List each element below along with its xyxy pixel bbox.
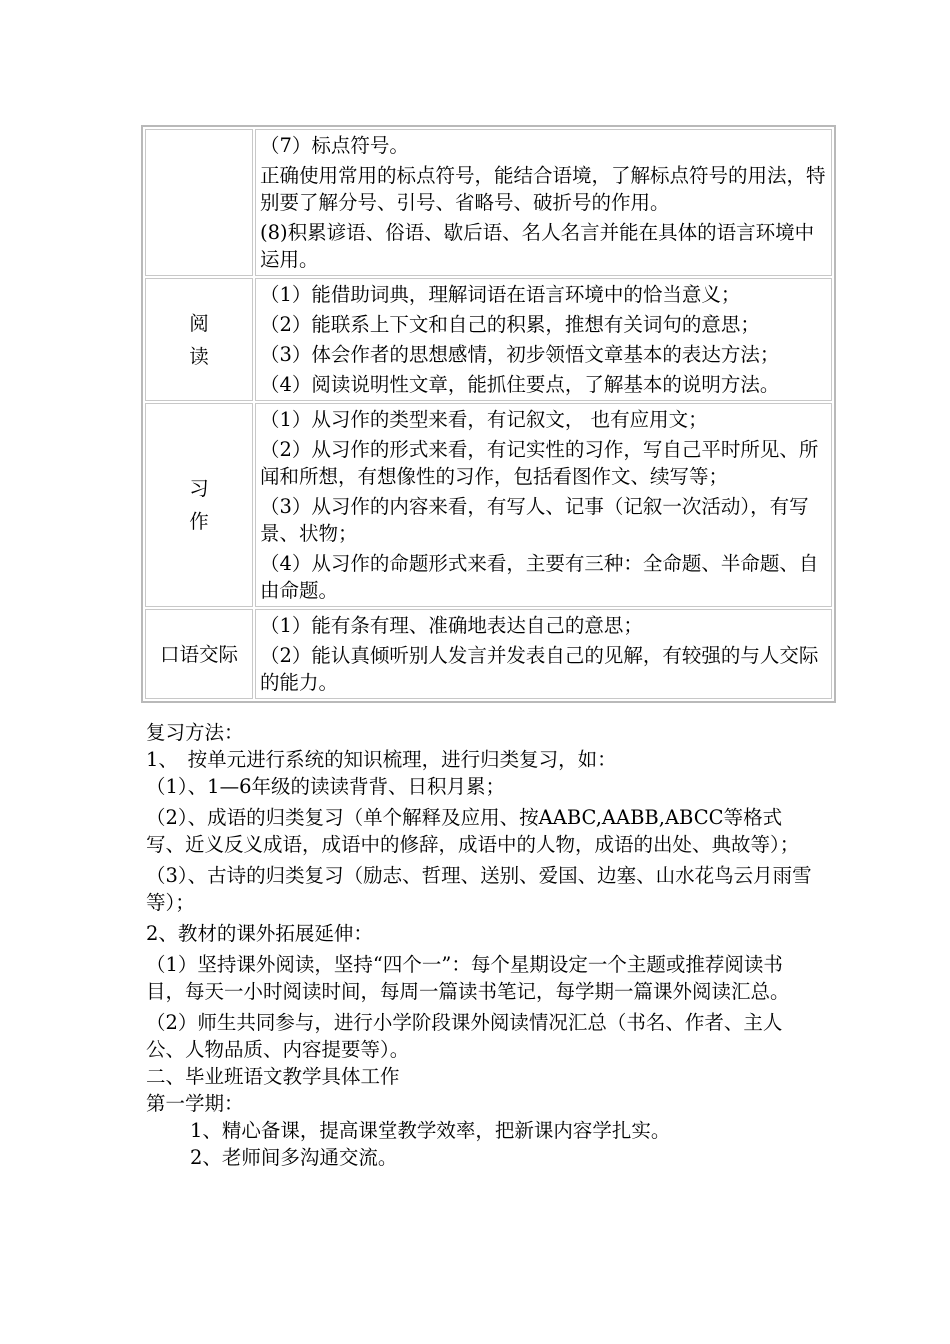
work-item: 2、老师间多沟通交流。 <box>190 1146 398 1169</box>
table-item: （2）从习作的形式来看，有记实性的习作，写自己平时所见、所闻和所想，有想像性的习作，包括看图作文、续写等； <box>260 438 819 488</box>
review-subpoint: （1）坚持课外阅读，坚持“四个一”：每个星期设定一个主题或推荐阅读书目，每天一小时阅读时间，每周一篇读书笔记，每学期一篇课外阅读汇总。 <box>146 953 790 1003</box>
content-cell <box>255 403 832 607</box>
table-item: （1）能有条有理、准确地表达自己的意思； <box>260 614 643 637</box>
table-item: （7）标点符号。 <box>260 134 409 157</box>
term-label: 第一学期： <box>146 1092 244 1115</box>
table-row <box>145 609 832 699</box>
table-row <box>145 129 832 276</box>
table-item: (8)积累谚语、俗语、歇后语、名人名言并能在具体的语言环境中运用。 <box>260 221 815 271</box>
table-item: （3）体会作者的思想感情，初步领悟文章基本的表达方法； <box>260 343 780 366</box>
work-item: 1、精心备课，提高课堂教学效率，把新课内容学扎实。 <box>190 1119 671 1142</box>
content-cell <box>255 278 832 401</box>
review-subpoint: （1）、1—6年级的读读背背、日积月累； <box>146 775 505 798</box>
table-item: （2）能联系上下文和自己的积累，推想有关词句的意思； <box>260 313 760 336</box>
category-cell <box>145 129 253 276</box>
review-point: 2、教材的课外拓展延伸： <box>146 922 373 945</box>
review-subpoint: （2）、成语的归类复习（单个解释及应用、按AABC,AABB,ABCC等格式写、近义反义成语，成语中的修辞，成语中的人物，成语的出处、典故等）； <box>146 806 800 856</box>
review-point: 1、 按单元进行系统的知识梳理，进行归类复习，如： <box>146 748 617 771</box>
curriculum-table <box>141 125 836 703</box>
review-subpoint: （2）师生共同参与，进行小学阶段课外阅读情况汇总（书名、作者、主人公、人物品质、内容提要等）。 <box>146 1011 783 1061</box>
table-row <box>145 403 832 607</box>
category-cell-writing: 习 作 <box>145 403 253 607</box>
table-item: 正确使用常用的标点符号，能结合语境，了解标点符号的用法，特别要了解分号、引号、省略号、破折号的作用。 <box>260 164 826 214</box>
table-item: （1）从习作的类型来看，有记叙文， 也有应用文； <box>260 408 708 431</box>
table-item: （4）从习作的命题形式来看，主要有三种：全命题、半命题、自由命题。 <box>260 552 819 602</box>
content-cell <box>255 609 832 699</box>
section-heading: 二、毕业班语文教学具体工作 <box>146 1065 400 1088</box>
content-cell <box>255 129 832 276</box>
category-cell-reading: 阅 读 <box>145 278 253 401</box>
review-subpoint: （3）、古诗的归类复习（励志、哲理、送别、爱国、边塞、山水花鸟云月雨雪等）； <box>146 864 812 914</box>
table-item: （1）能借助词典，理解词语在语言环境中的恰当意义； <box>260 283 741 306</box>
table-item: （4）阅读说明性文章，能抓住要点，了解基本的说明方法。 <box>260 373 780 396</box>
review-section <box>146 719 816 1171</box>
table-item: （3）从习作的内容来看，有写人、记事（记叙一次活动），有写景、状物； <box>260 495 809 545</box>
section-heading: 复习方法： <box>146 721 244 744</box>
category-cell-oral: 口语交际 <box>145 609 253 699</box>
table-item: （2）能认真倾听别人发言并发表自己的见解，有较强的与人交际的能力。 <box>260 644 819 694</box>
table-row <box>145 278 832 401</box>
